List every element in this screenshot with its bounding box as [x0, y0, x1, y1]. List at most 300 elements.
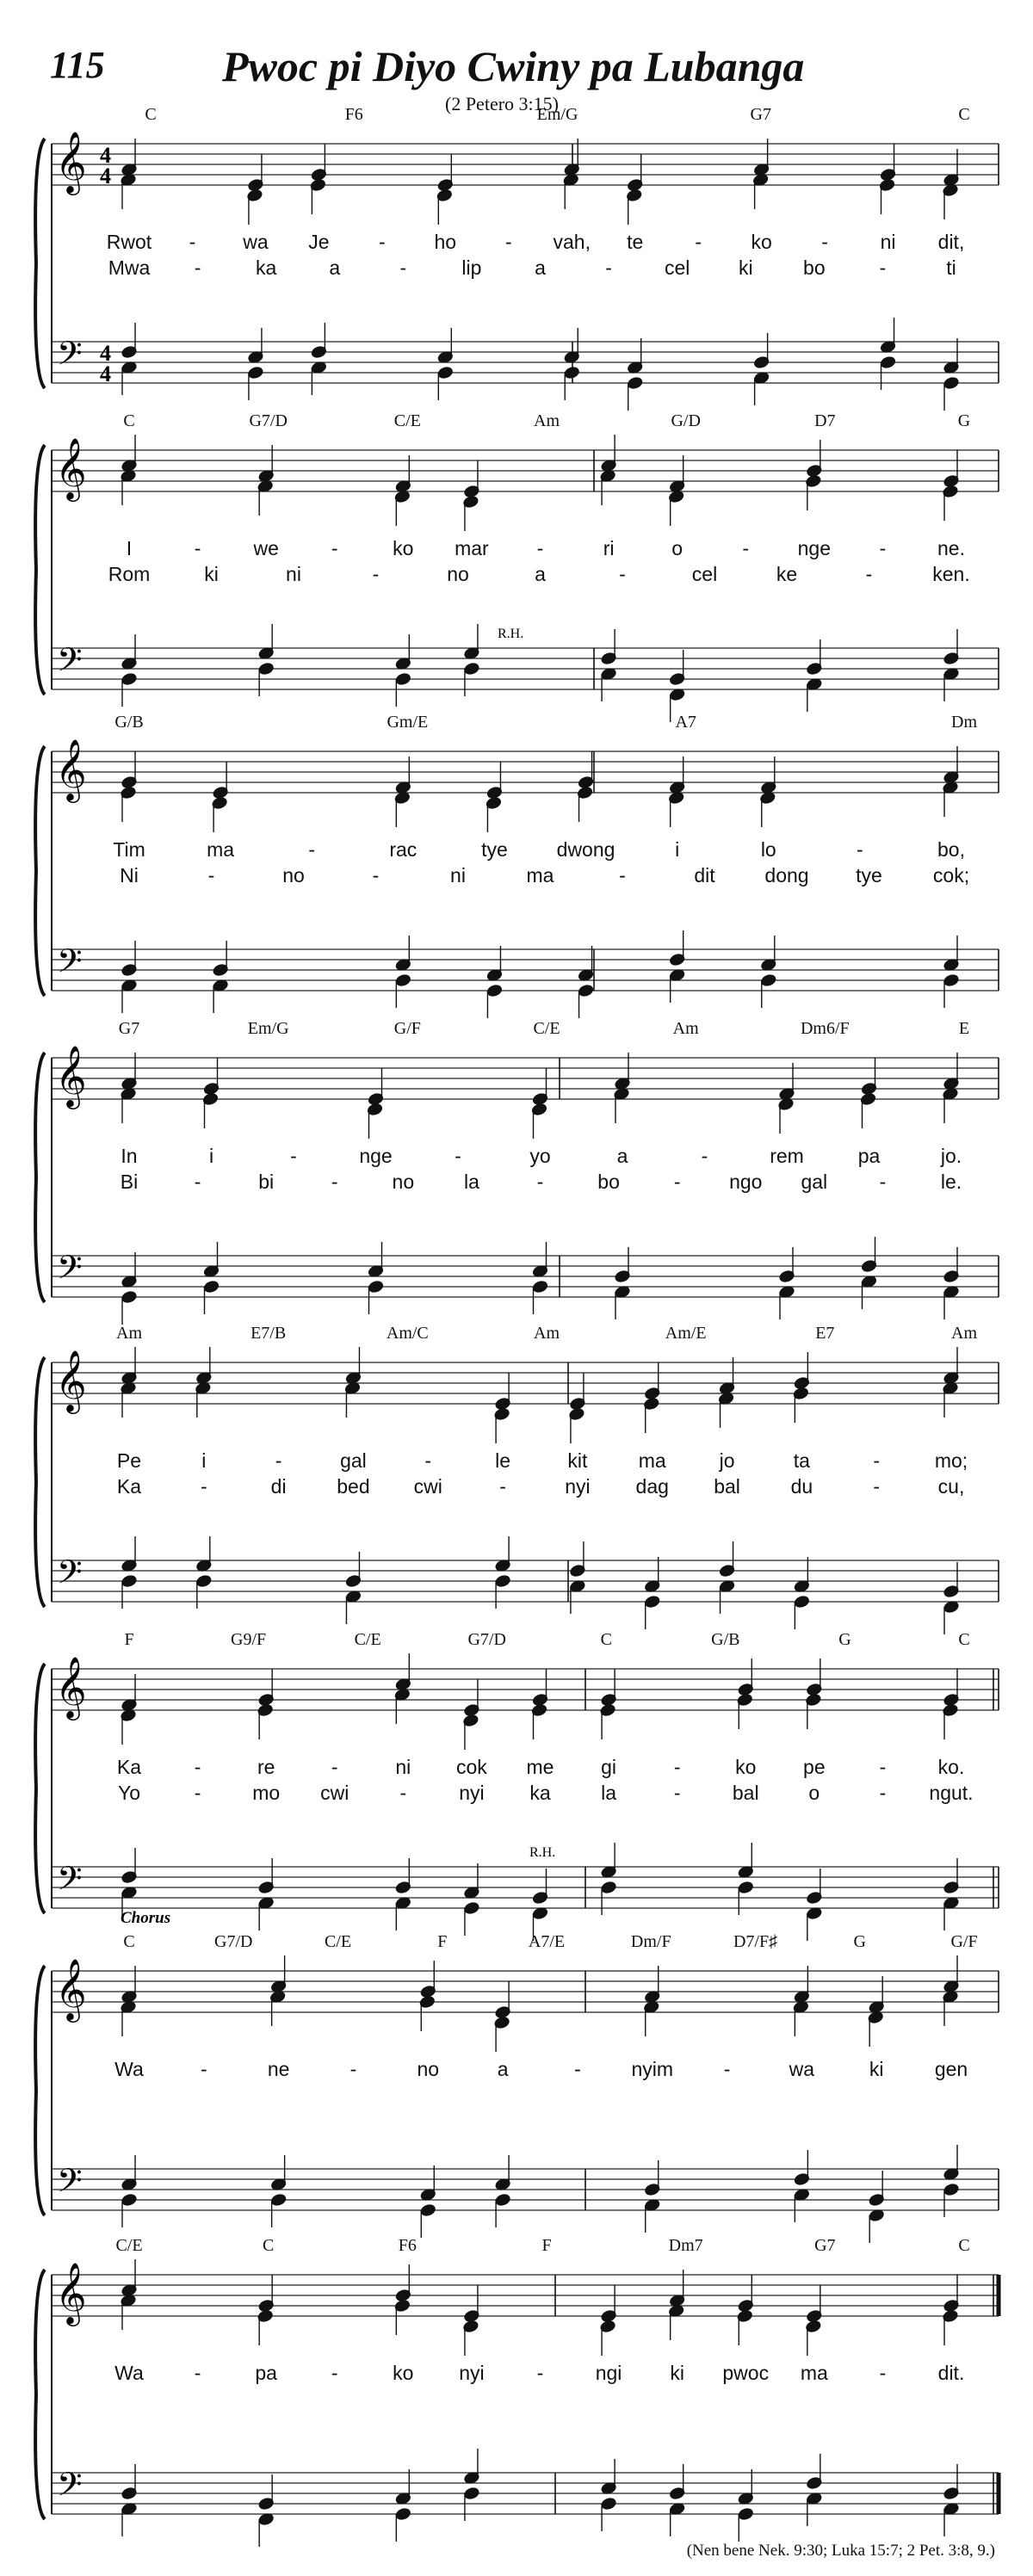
treble-clef-icon: 𝄞	[55, 741, 87, 800]
lyric-verse-1: -	[673, 1756, 681, 1778]
note-head	[368, 1280, 384, 1294]
note-head	[464, 1901, 480, 1915]
lyric-verse-1: ta	[793, 1449, 810, 1472]
treble-clef-icon: 𝄞	[55, 133, 87, 192]
lyric-verse-2: a	[329, 256, 341, 279]
lyric-verse-1: -	[873, 1449, 881, 1472]
lyric-verse-1: -	[189, 231, 196, 253]
chord-symbol: Am	[951, 1324, 977, 1343]
lyric-verse-1: i	[208, 1145, 214, 1167]
music-system-5	[35, 1324, 999, 1634]
chord-symbol: F6	[398, 2236, 417, 2255]
lyric-verse-2: bal	[714, 1475, 740, 1498]
lyric-verse-1: i	[201, 1449, 207, 1472]
note-head	[495, 1574, 511, 1588]
lyric-verse-1: -	[879, 1756, 887, 1778]
note-head	[395, 2507, 411, 2521]
note-head	[121, 672, 138, 686]
lyric-verse-1: ho	[434, 231, 457, 253]
chord-symbol: Am	[534, 1324, 560, 1343]
lyric-verse-1: ko	[751, 231, 772, 253]
lyric-verse-1: jo.	[940, 1145, 962, 1167]
lyric-verse-1: dit.	[937, 2362, 965, 2384]
treble-clef-icon: 𝄞	[55, 1659, 87, 1717]
chord-symbol: G/F	[393, 1019, 421, 1038]
treble-clef-icon: 𝄞	[55, 1352, 87, 1411]
lyric-verse-2: cu,	[937, 1475, 965, 1498]
note-head	[121, 2193, 138, 2207]
note-head	[437, 366, 454, 380]
lyric-verse-2: Ni	[120, 864, 139, 886]
note-head	[270, 2193, 287, 2207]
note-head	[880, 355, 896, 369]
chord-symbol: G/D	[671, 411, 701, 430]
lyric-verse-1: -	[536, 537, 544, 559]
lyric-verse-1: ma	[207, 838, 235, 861]
lyric-verse-1: -	[879, 2362, 887, 2384]
hymn-title: Pwoc pi Diyo Cwiny pa Lubanga	[222, 42, 805, 90]
note-head	[532, 1280, 548, 1294]
chord-symbol: G7	[118, 1019, 140, 1038]
lyric-verse-1: ne.	[937, 537, 965, 559]
lyric-verse-2: -	[194, 1782, 201, 1804]
lyric-verse-2: cwi	[320, 1782, 349, 1804]
lyric-verse-2: -	[200, 1475, 207, 1498]
lyric-verse-2: -	[536, 1171, 544, 1193]
treble-staff	[52, 1058, 999, 1099]
lyric-verse-2: mo	[252, 1782, 281, 1804]
lyric-verse-1: we	[253, 537, 279, 559]
chord-symbol: D7/F♯	[733, 1932, 778, 1951]
lyric-verse-1: bo,	[937, 838, 965, 861]
bass-clef-icon: 𝄢	[57, 336, 83, 380]
lyric-verse-1: -	[275, 1449, 282, 1472]
chord-symbol: F6	[344, 105, 363, 124]
lyric-verse-1: -	[723, 2058, 731, 2080]
treble-staff	[52, 2275, 999, 2316]
system-brace	[35, 1053, 45, 1302]
lyric-verse-1: -	[695, 231, 702, 253]
lyric-verse-1: ri	[603, 537, 615, 559]
lyric-verse-2: ma	[526, 864, 554, 886]
lyric-verse-2: ti	[946, 256, 956, 279]
lyric-verse-1: I	[126, 537, 133, 559]
lyric-verse-1: a	[497, 2058, 509, 2080]
chord-symbol: Am/E	[665, 1324, 707, 1343]
footnote-references: (Nen bene Nek. 9:30; Luka 15:7; 2 Pet. 3:8, 9.)	[686, 2542, 995, 2560]
note-head	[258, 662, 275, 676]
lyric-verse-1: -	[574, 2058, 581, 2080]
lyric-verse-2: no	[282, 864, 305, 886]
note-head	[203, 1280, 220, 1294]
lyric-verse-2: Mwa	[108, 256, 151, 279]
lyric-verse-2: ki	[738, 256, 753, 279]
lyric-verse-1: ko	[393, 537, 414, 559]
lyric-verse-1: te	[627, 231, 644, 253]
treble-staff	[52, 1362, 999, 1404]
note-head	[195, 1574, 212, 1588]
treble-staff	[52, 144, 999, 185]
lyric-verse-1: Ka	[116, 1756, 142, 1778]
chord-symbol: G7/D	[214, 1932, 253, 1951]
lyric-verse-2: ni	[450, 864, 466, 886]
lyric-verse-2: ka	[256, 256, 277, 279]
music-system-1	[35, 105, 999, 411]
chord-symbol: F	[124, 1630, 134, 1649]
lyric-verse-1: dwong	[556, 838, 615, 861]
chord-symbol: C	[145, 105, 157, 124]
system-brace	[35, 139, 45, 388]
lyric-verse-2: -	[879, 1171, 887, 1193]
chord-symbol: C/E	[393, 411, 421, 430]
lyric-verse-2: Bi	[120, 1171, 139, 1193]
system-brace	[35, 1966, 45, 2215]
note-head	[943, 2183, 960, 2196]
lyric-verse-1: -	[742, 537, 750, 559]
lyric-verse-1: dit,	[937, 231, 965, 253]
lyric-verse-2: cel	[691, 563, 718, 585]
chord-symbol: E7/B	[251, 1324, 287, 1343]
lyric-verse-2: -	[879, 1782, 887, 1804]
note-head	[464, 2486, 480, 2500]
lyric-verse-1: ni	[880, 231, 896, 253]
lyric-verse-2: -	[605, 256, 612, 279]
chord-symbol: Am	[116, 1324, 142, 1343]
note-head	[601, 1881, 617, 1894]
lyric-verse-1: -	[701, 1145, 708, 1167]
lyric-verse-1: ko.	[937, 1756, 965, 1778]
hymn-number: 115	[50, 44, 105, 86]
chord-symbol: C/E	[533, 1019, 560, 1038]
lyric-verse-1: gen	[934, 2058, 968, 2080]
lyric-verse-1: -	[331, 537, 338, 559]
lyric-verse-2: bo	[803, 256, 826, 279]
lyric-verse-2: Ka	[116, 1475, 142, 1498]
lyric-verse-2: a	[535, 256, 546, 279]
lyric-verse-2: -	[194, 1171, 201, 1193]
bass-staff	[52, 1867, 999, 1908]
note-head	[486, 984, 503, 998]
chord-symbol: Em/G	[536, 105, 578, 124]
lyric-verse-2: -	[331, 1171, 338, 1193]
lyric-verse-1: Wa	[114, 2058, 144, 2080]
treble-staff	[52, 450, 999, 491]
lyric-verse-2: dit	[694, 864, 715, 886]
time-signature	[100, 341, 111, 386]
treble-clef-icon: 𝄞	[55, 1047, 87, 1106]
bass-staff	[52, 342, 999, 383]
bass-staff	[52, 2473, 999, 2514]
music-system-7	[35, 1909, 999, 2243]
lyric-verse-1: -	[504, 231, 512, 253]
lyric-verse-1: pwoc	[722, 2362, 770, 2384]
chord-symbol: C	[958, 1630, 970, 1649]
lyric-verse-2: -	[499, 1475, 506, 1498]
chorus-label: Chorus	[121, 1909, 171, 1927]
note-head	[738, 2507, 754, 2521]
lyric-verse-1: no	[417, 2058, 440, 2080]
lyric-verse-1: -	[455, 1145, 461, 1167]
bass-clef-icon: 𝄢	[57, 2467, 83, 2511]
treble-staff	[52, 751, 999, 793]
note-head	[395, 672, 411, 686]
lyric-verse-2: ni	[286, 563, 301, 585]
lyric-verse-1: a	[616, 1145, 628, 1167]
lyric-verse-1: -	[331, 1756, 338, 1778]
note-head	[794, 1595, 810, 1609]
note-head	[601, 2497, 617, 2511]
chord-symbol: G7	[750, 105, 771, 124]
lyric-verse-2: -	[873, 1475, 881, 1498]
chord-symbol: G/B	[114, 713, 144, 732]
lyric-verse-1: yo	[529, 1145, 551, 1167]
chord-symbol: C	[600, 1630, 612, 1649]
bass-clef-icon: 𝄢	[57, 943, 83, 987]
chord-symbol: Dm	[951, 713, 977, 732]
lyric-verse-1: rem	[770, 1145, 804, 1167]
music-system-8	[35, 2236, 999, 2547]
chord-symbol: A7	[675, 713, 696, 732]
bass-staff	[52, 648, 999, 689]
chord-symbol: C/E	[115, 2236, 143, 2255]
lyric-verse-1: ne	[267, 2058, 290, 2080]
bass-clef-icon: 𝄢	[57, 2163, 83, 2207]
right-hand-mark: R.H.	[529, 1845, 556, 1860]
note-head	[395, 973, 411, 987]
lyric-verse-1: cok	[456, 1756, 487, 1778]
system-brace	[35, 445, 45, 695]
note-head	[121, 1290, 138, 1304]
note-head	[627, 376, 643, 390]
lyric-verse-1: pe	[803, 1756, 826, 1778]
lyric-verse-2: nyi	[459, 1782, 485, 1804]
lyric-verse-1: ma	[800, 2362, 828, 2384]
lyric-verse-2: -	[619, 563, 626, 585]
chord-symbol: F	[437, 1932, 448, 1951]
lyric-verse-2: ngut.	[929, 1782, 974, 1804]
time-signature	[100, 143, 111, 188]
note-head	[121, 1574, 138, 1588]
lyric-verse-1: -	[200, 2058, 207, 2080]
lyric-verse-2: -	[673, 1171, 681, 1193]
note-head	[464, 662, 480, 676]
chord-symbol: G7	[814, 2236, 836, 2255]
lyric-verse-2: nyi	[565, 1475, 591, 1498]
lyric-verse-1: Je	[308, 231, 330, 253]
lyric-verse-2: ken.	[932, 563, 970, 585]
note-head	[420, 2203, 436, 2217]
lyric-verse-1: nyi	[459, 2362, 485, 2384]
lyric-verse-1: -	[331, 2362, 338, 2384]
note-head	[644, 1595, 660, 1609]
lyric-verse-1: -	[290, 1145, 297, 1167]
treble-staff	[52, 1971, 999, 2012]
music-system-6	[35, 1630, 999, 1941]
lyric-verse-2: lip	[461, 256, 482, 279]
svg-text:4: 4	[100, 361, 111, 386]
lyric-verse-1: Wa	[114, 2362, 144, 2384]
lyric-verse-1: wa	[789, 2058, 815, 2080]
lyric-verse-1: ngi	[595, 2362, 622, 2384]
bass-clef-icon: 𝄢	[57, 1861, 83, 1905]
bass-staff	[52, 2169, 999, 2210]
music-system-3	[35, 713, 999, 1018]
lyric-verse-1: ma	[638, 1449, 666, 1472]
chord-symbol: E	[958, 1019, 970, 1038]
lyric-verse-1: -	[857, 838, 863, 861]
lyric-verse-2: -	[372, 864, 380, 886]
lyric-verse-2: ka	[529, 1782, 551, 1804]
bass-clef-icon: 𝄢	[57, 1250, 83, 1294]
lyric-verse-1: nge	[359, 1145, 393, 1167]
lyric-verse-2: cok;	[932, 864, 970, 886]
note-head	[248, 366, 264, 380]
lyric-verse-1: ni	[395, 1756, 411, 1778]
lyric-verse-1: Tim	[113, 838, 145, 861]
lyric-verse-1: -	[379, 231, 386, 253]
chord-symbol: Gm/E	[387, 713, 429, 732]
chord-symbol: Am/C	[386, 1324, 429, 1343]
lyric-verse-2: ki	[204, 563, 219, 585]
chord-symbol: A7/E	[528, 1932, 566, 1951]
lyric-verse-1: -	[194, 2362, 201, 2384]
music-system-4	[35, 1019, 999, 1325]
lyric-verse-2: -	[879, 256, 887, 279]
lyric-verse-1: le	[495, 1449, 511, 1472]
chord-symbol: E7	[815, 1324, 835, 1343]
lyric-verse-1: -	[194, 1756, 201, 1778]
lyric-verse-1: ko	[735, 1756, 757, 1778]
lyric-verse-2: -	[673, 1782, 681, 1804]
treble-clef-icon: 𝄞	[55, 1961, 87, 2019]
lyric-verse-1: tye	[481, 838, 508, 861]
lyric-verse-2: -	[372, 563, 380, 585]
lyric-verse-1: -	[879, 537, 887, 559]
lyric-verse-1: ki	[670, 2362, 684, 2384]
note-head	[943, 973, 960, 987]
bass-clef-icon: 𝄢	[57, 1554, 83, 1598]
svg-text:4: 4	[100, 341, 111, 366]
lyric-verse-1: o	[671, 537, 684, 559]
lyric-verse-1: -	[536, 2362, 544, 2384]
chord-symbol: C	[958, 2236, 970, 2255]
note-head	[564, 366, 580, 380]
lyric-verse-2: bo	[597, 1171, 620, 1193]
lyric-verse-2: bal	[732, 1782, 759, 1804]
chord-symbol: C	[123, 411, 135, 430]
lyric-verse-2: cwi	[413, 1475, 442, 1498]
chord-symbol: Dm6/F	[800, 1019, 850, 1038]
lyric-verse-1: gi	[601, 1756, 617, 1778]
chord-symbol: G7/D	[467, 1630, 506, 1649]
bass-clef-icon: 𝄢	[57, 642, 83, 686]
lyric-verse-1: lo	[760, 838, 776, 861]
lyric-verse-1: ko	[393, 2362, 414, 2384]
chord-symbol: G/B	[711, 1630, 740, 1649]
chord-symbol: G	[838, 1630, 851, 1649]
lyric-verse-1: Pe	[116, 1449, 142, 1472]
chord-symbol: G	[957, 411, 971, 430]
svg-text:4: 4	[100, 164, 111, 188]
lyric-verse-2: di	[270, 1475, 287, 1498]
lyric-verse-2: gal	[801, 1171, 828, 1193]
lyric-verse-1: pa	[255, 2362, 277, 2384]
lyric-verse-2: -	[399, 256, 407, 279]
lyric-verse-1: nyim	[631, 2058, 674, 2080]
chord-symbol: Am	[534, 411, 560, 430]
lyric-verse-2: -	[194, 256, 201, 279]
chord-symbol: Am	[672, 1019, 699, 1038]
lyric-verse-1: -	[424, 1449, 432, 1472]
lyric-verse-1: vah,	[553, 231, 591, 253]
chord-symbol: C/E	[354, 1630, 381, 1649]
system-brace	[35, 2270, 45, 2519]
note-head	[943, 376, 960, 390]
chord-symbol: G	[853, 1932, 866, 1951]
lyric-verse-2: bed	[337, 1475, 370, 1498]
lyric-verse-2: ngo	[729, 1171, 763, 1193]
lyric-verse-2: bi	[258, 1171, 275, 1193]
chord-symbol: C/E	[324, 1932, 352, 1951]
note-head	[578, 984, 594, 998]
chord-symbol: Dm7	[668, 2236, 703, 2255]
treble-clef-icon: 𝄞	[55, 440, 87, 498]
lyric-verse-2: a	[535, 563, 546, 585]
lyric-verse-2: no	[392, 1171, 415, 1193]
chord-symbol: Em/G	[247, 1019, 289, 1038]
scripture-reference: (2 Petero 3:15)	[445, 93, 559, 114]
lyric-verse-1: -	[821, 231, 828, 253]
svg-text:4: 4	[100, 143, 111, 168]
bass-staff	[52, 949, 999, 991]
lyric-verse-2: Rom	[108, 563, 151, 585]
right-hand-mark: R.H.	[498, 627, 524, 641]
lyric-verse-2: o	[808, 1782, 820, 1804]
lyric-verse-2: tye	[856, 864, 882, 886]
system-brace	[35, 1357, 45, 1607]
treble-staff	[52, 1669, 999, 1710]
music-system-2	[35, 411, 999, 722]
lyric-verse-1: me	[526, 1756, 554, 1778]
chord-symbol: C	[123, 1932, 135, 1951]
system-brace	[35, 1664, 45, 1913]
lyric-verse-1: In	[121, 1145, 138, 1167]
system-brace	[35, 746, 45, 996]
chord-symbol: C	[958, 105, 970, 124]
lyric-verse-2: -	[207, 864, 215, 886]
lyric-verse-2: Yo	[117, 1782, 141, 1804]
lyric-verse-1: mo;	[934, 1449, 968, 1472]
lyric-verse-1: -	[194, 537, 201, 559]
lyric-verse-1: jo	[719, 1449, 735, 1472]
chord-symbol: Dm/F	[630, 1932, 671, 1951]
lyric-verse-1: wa	[243, 231, 269, 253]
lyric-verse-1: mar	[455, 537, 489, 559]
note-head	[760, 973, 776, 987]
treble-clef-icon: 𝄞	[55, 2264, 87, 2323]
chord-symbol: C	[262, 2236, 275, 2255]
lyric-verse-1: Rwot	[106, 231, 152, 253]
chord-symbol: G9/F	[231, 1630, 267, 1649]
lyric-verse-2: -	[399, 1782, 407, 1804]
lyric-verse-2: cel	[664, 256, 690, 279]
chord-symbol: G7/D	[249, 411, 288, 430]
chord-symbol: F	[541, 2236, 552, 2255]
note-head	[495, 2193, 511, 2207]
lyric-verse-1: -	[308, 838, 316, 861]
lyric-verse-1: i	[675, 838, 680, 861]
lyric-verse-2: -	[619, 864, 626, 886]
